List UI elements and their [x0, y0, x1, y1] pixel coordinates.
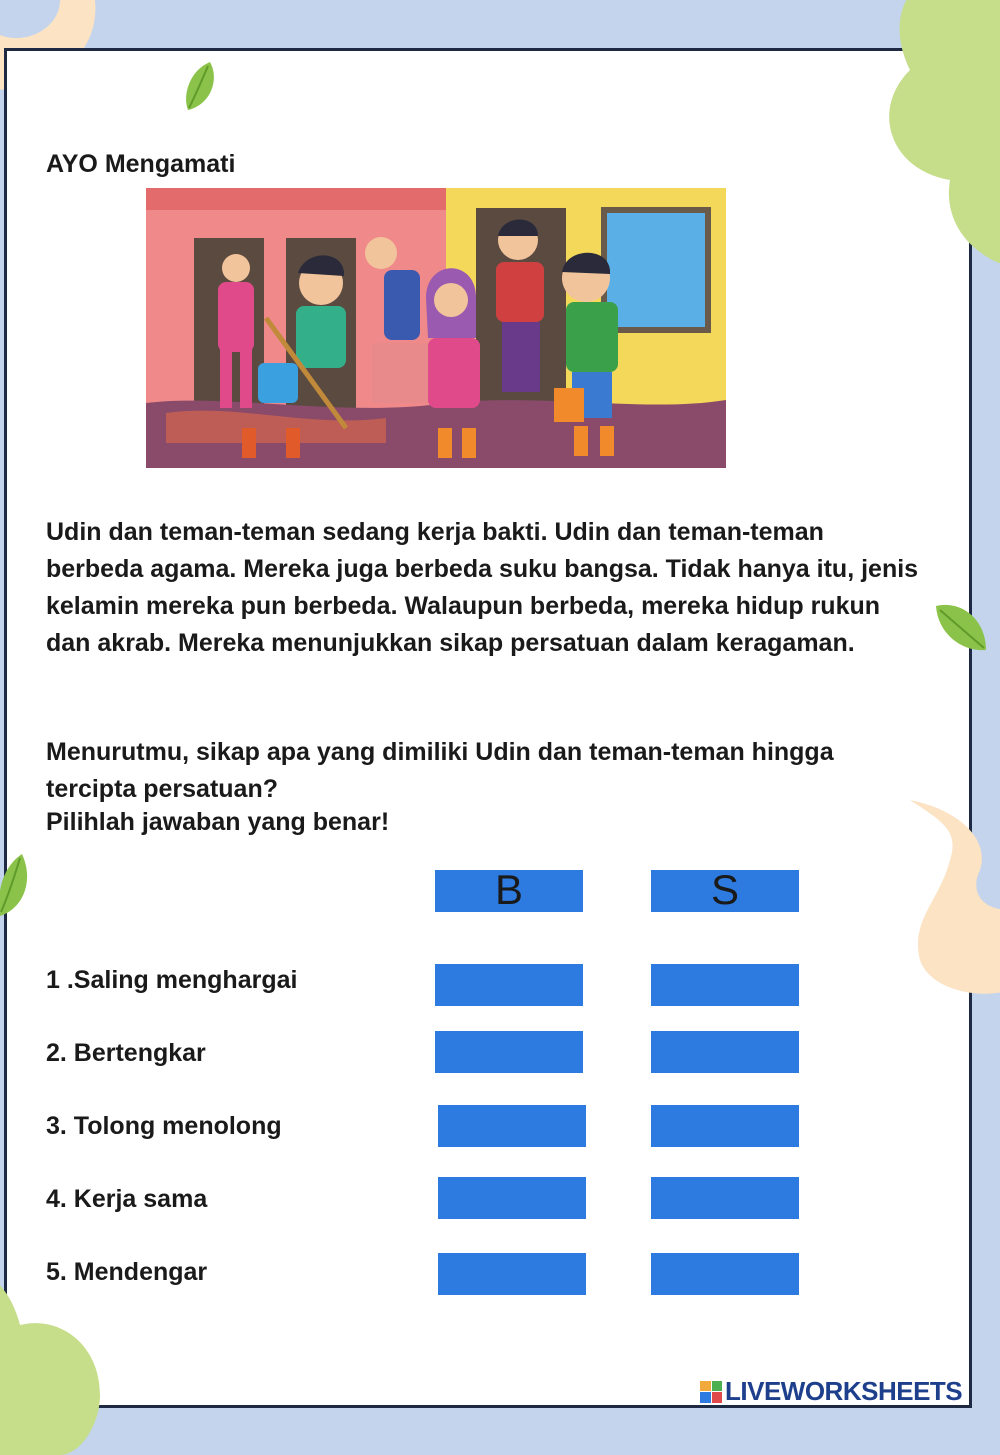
leaf-icon: [932, 600, 990, 656]
answer-box-3-true[interactable]: [438, 1105, 586, 1147]
answer-box-5-true[interactable]: [438, 1253, 586, 1295]
column-header-false: S: [651, 870, 799, 912]
answer-box-2-true[interactable]: [435, 1031, 583, 1073]
green-blob-decoration: [870, 0, 1000, 280]
brand-name: LIVEWORKSHEETS: [725, 1376, 963, 1406]
answer-box-2-false[interactable]: [651, 1031, 799, 1073]
leaf-icon: [0, 850, 34, 920]
instruction-text: Pilihlah jawaban yang benar!: [46, 808, 390, 836]
leaf-icon: [180, 60, 220, 112]
item-label-3: 3. Tolong menolong: [46, 1112, 282, 1140]
column-header-true: B: [435, 870, 583, 912]
answer-box-1-false[interactable]: [651, 964, 799, 1006]
answer-box-1-true[interactable]: [435, 964, 583, 1006]
side-curl-decoration: [900, 790, 1000, 1000]
question-text: Menurutmu, sikap apa yang dimiliki Udin dan teman-teman hingga tercipta persatuan?: [46, 738, 834, 803]
answer-box-3-false[interactable]: [651, 1105, 799, 1147]
story-paragraph: Udin dan teman-teman sedang kerja bakti. Udin dan teman-teman berbeda agama. Mereka juga berbeda suku bangsa. Tidak hanya itu, jenis kelamin mereka pun berbeda. Walaupun berbeda, mereka hidup rukun dan akrab. Mereka menunjukkan sikap persatuan dalam keragaman.: [46, 518, 919, 657]
liveworksheets-brand[interactable]: [700, 1376, 962, 1407]
section-title: AYO Mengamati: [46, 150, 236, 178]
item-label-4: 4. Kerja sama: [46, 1185, 208, 1213]
answer-box-4-true[interactable]: [438, 1177, 586, 1219]
answer-box-4-false[interactable]: [651, 1177, 799, 1219]
answer-box-5-false[interactable]: [651, 1253, 799, 1295]
item-label-1: 1 .Saling menghargai: [46, 966, 298, 994]
item-label-2: 2. Bertengkar: [46, 1039, 206, 1067]
liveworksheets-logo-icon: [700, 1381, 722, 1403]
item-label-5: 5. Mendengar: [46, 1258, 208, 1286]
community-work-illustration: [146, 188, 726, 468]
